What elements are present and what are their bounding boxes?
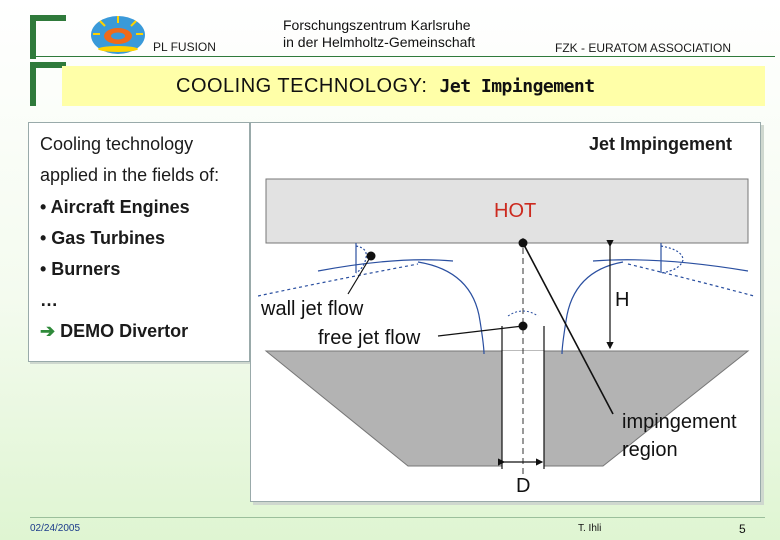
- frame-bar-vertical-2: [30, 62, 36, 106]
- title-suffix: Jet Impingement: [439, 76, 595, 97]
- ellipsis: …: [40, 290, 58, 310]
- page-number: 5: [739, 522, 746, 536]
- diameter-label: D: [516, 475, 531, 497]
- demo-divertor-label: DEMO Divertor: [60, 321, 189, 341]
- frame-bar-top: [30, 15, 66, 21]
- pl-fusion-label: PL FUSION: [153, 40, 216, 54]
- association-label: FZK - EURATOM ASSOCIATION: [555, 41, 732, 55]
- jet-impingement-diagram: [258, 176, 754, 498]
- height-label: H: [615, 289, 630, 311]
- page-title: [176, 75, 595, 98]
- institution-line-2: in der Helmholtz-Gemeinschaft: [283, 34, 476, 50]
- pl-fusion-logo-icon: [90, 14, 146, 56]
- panel-line-2: applied in the fields of:: [40, 165, 220, 185]
- footer-author: T. Ihli: [578, 523, 602, 534]
- footer-date: 02/24/2005: [30, 523, 81, 534]
- impingement-label-2: region: [622, 439, 678, 461]
- hot-label: HOT: [494, 200, 537, 222]
- bullet-burners: • Burners: [40, 259, 121, 279]
- wall-jet-profile-right: [661, 243, 683, 273]
- panel-line-1: Cooling technology: [40, 134, 194, 154]
- bullet-gas-turbines: • Gas Turbines: [40, 228, 165, 248]
- impingement-label-1: impingement: [622, 411, 737, 433]
- institution-name: [283, 17, 475, 51]
- wall-jet-profile-left: [356, 243, 366, 273]
- arrow-right-icon: ➔: [40, 321, 56, 341]
- wall-jet-label: wall jet flow: [261, 298, 364, 320]
- demo-divertor-line: [40, 321, 188, 342]
- panel-title: Jet Impingement: [589, 134, 733, 154]
- bullet-aircraft-engines: • Aircraft Engines: [40, 197, 190, 217]
- free-jet-label: free jet flow: [318, 327, 421, 349]
- frame-bar-top-2: [30, 62, 66, 68]
- title-prefix: COOLING TECHNOLOGY:: [176, 75, 428, 97]
- header-divider: [30, 56, 775, 57]
- footer-rule: [30, 517, 765, 518]
- institution-line-1: Forschungszentrum Karlsruhe: [283, 17, 471, 33]
- frame-bar-vertical: [30, 15, 36, 59]
- wall-jet-pointer: [348, 256, 371, 294]
